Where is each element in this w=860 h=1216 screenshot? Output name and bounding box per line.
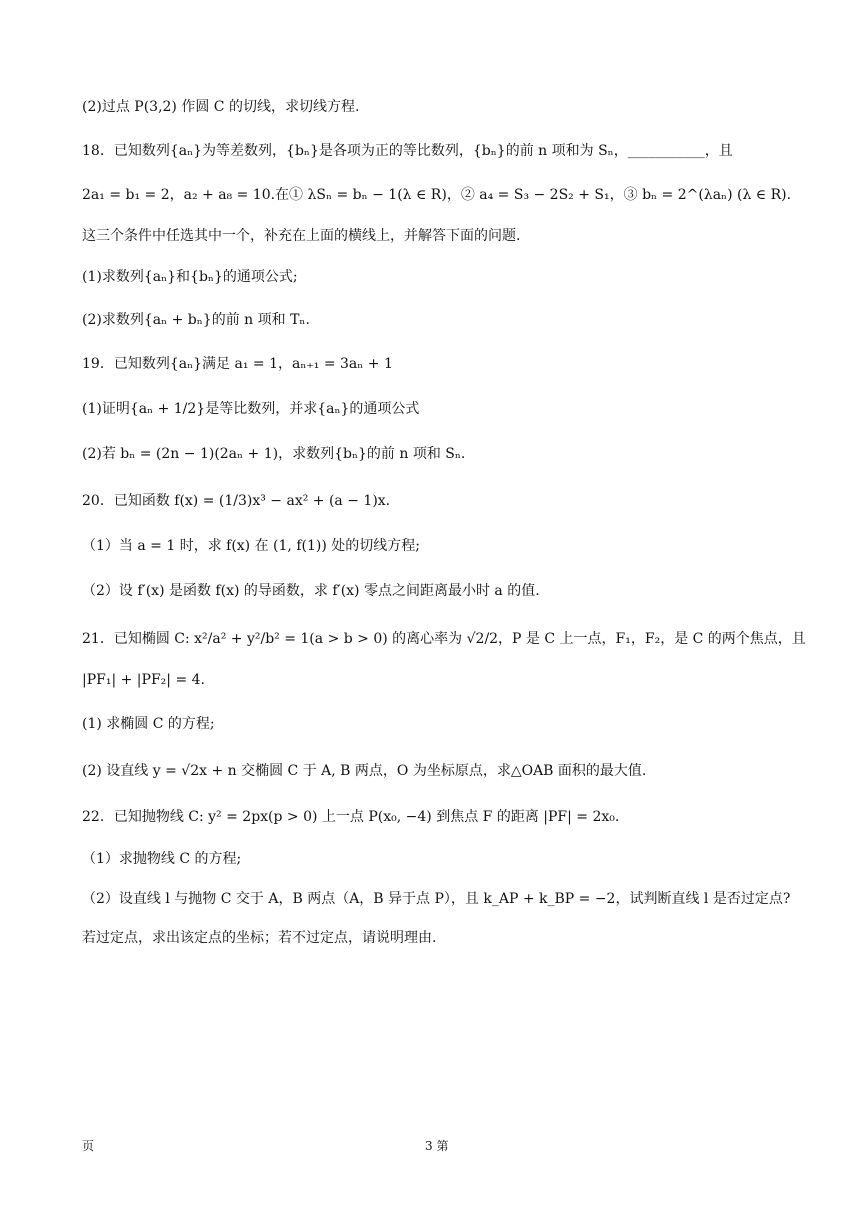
q18-part1-text: (1)求数列{aₙ}和{bₙ}的通项公式; [82,269,298,285]
footer-left-label: 页 [82,1139,95,1153]
q20-stem-text: 20．已知函数 f(x) = (1/3)x³ − ax² + (a − 1)x. [82,493,391,509]
q22-part1-text: （1）求抛物线 C 的方程; [82,851,242,867]
q19-part2-text: (2)若 bₙ = (2n − 1)(2aₙ + 1)，求数列{bₙ}的前 n 项和 Sₙ. [82,446,466,462]
q21-part2-text: (2) 设直线 y = √2x + n 交椭圆 C 于 A, B 两点，O 为坐标原点，求△OAB 面积的最大值. [82,763,647,779]
q19-part1-text: (1)证明{aₙ + 1/2}是等比数列，并求{aₙ}的通项公式 [82,401,420,417]
q19-stem-text: 19．已知数列{aₙ}满足 a₁ = 1，aₙ₊₁ = 3aₙ + 1 [82,356,393,372]
q18-stem-line1: 18．已知数列{aₙ}为等差数列，{bₙ}是各项为正的等比数列，{bₙ}的前 n 项和为 Sₙ，___________，且 [82,143,733,159]
q22-part2-line1: （2）设直线 l 与抛物 C 交于 A，B 两点（A，B 异于点 P），且 k_AP + k_BP = −2，试判断直线 l 是否过定点? [82,891,791,907]
q22-part2-line2: 若过定点，求出该定点的坐标；若不过定点，请说明理由. [82,930,437,946]
q18-stem-line2: 2a₁ = b₁ = 2，a₂ + a₈ = 10.在① λSₙ = bₙ − 1(λ ∈ R)，② a₄ = S₃ − 2S₂ + S₁，③ bₙ = 2^(λaₙ) (λ ∈ R). [82,187,792,203]
q17-part2-text: (2)过点 P(3,2) 作圆 C 的切线，求切线方程. [82,99,360,115]
q21-stem-line2: |PF₁| + |PF₂| = 4. [82,672,205,688]
q20-part1-text: （1）当 a = 1 时，求 f(x) 在 (1, f(1)) 处的切线方程; [82,538,420,554]
q21-part1-text: (1) 求椭圆 C 的方程; [82,716,215,732]
q21-stem-line1: 21．已知椭圆 C: x²/a² + y²/b² = 1(a > b > 0) 的离心率为 √2/2，P 是 C 上一点，F₁，F₂，是 C 的两个焦点，且 [82,631,806,647]
q18-part2-text: (2)求数列{aₙ + bₙ}的前 n 项和 Tₙ. [82,312,310,328]
q18-stem-line3: 这三个条件中任选其中一个，补充在上面的横线上，并解答下面的问题. [82,228,521,244]
q20-part2-text: （2）设 f′(x) 是函数 f(x) 的导函数，求 f′(x) 零点之间距离最小时 a 的值. [82,583,540,599]
footer-page-number: 3 第 [425,1139,449,1153]
q22-stem-text: 22．已知抛物线 C: y² = 2px(p > 0) 上一点 P(x₀, −4) 到焦点 F 的距离 |PF| = 2x₀. [82,809,620,825]
